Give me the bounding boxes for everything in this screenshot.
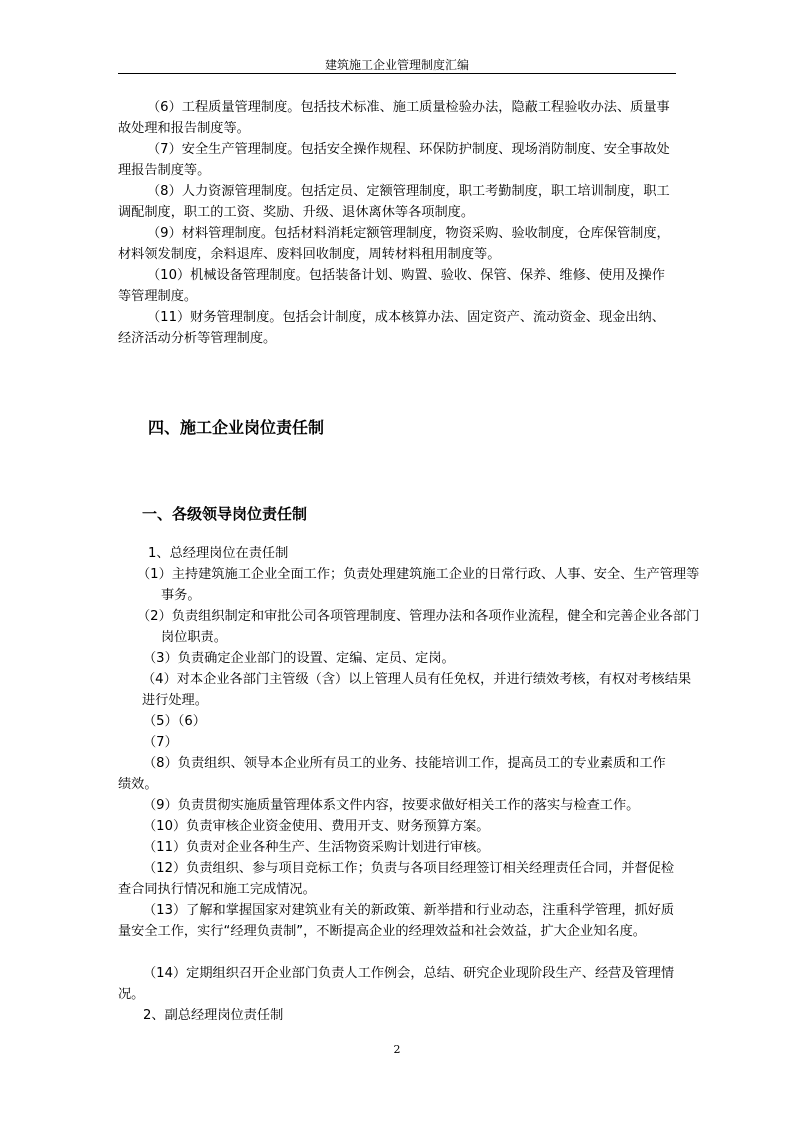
paragraph: （11）财务管理制度。包括会计制度，成本核算办法、固定资产、流动资金、现金出纳、经济活动分析等管理制度。 bbox=[118, 310, 665, 346]
duty-item: （3）负责确定企业部门的设置、定编、定员、定岗。 bbox=[143, 651, 455, 666]
duty-item: （7） bbox=[143, 735, 178, 750]
paragraph: （10）机械设备管理制度。包括装备计划、购置、验收、保管、保养、维修、使用及操作等管理制度。 bbox=[118, 268, 665, 304]
duty-item: （14）定期组织召开企业部门负责人工作例会，总结、研究企业现阶段生产、经营及管理情况。 bbox=[118, 966, 675, 1002]
header-divider bbox=[118, 73, 676, 74]
paragraph: （8）人力资源管理制度。包括定员、定额管理制度，职工考勤制度，职工培训制度，职工调配制度，职工的工资、奖励、升级、退休离休等各项制度。 bbox=[118, 184, 670, 220]
item-heading: 1、总经理岗位在责任制 bbox=[148, 546, 289, 561]
duty-item: （9）负责贯彻实施质量管理体系文件内容，按要求做好相关工作的落实与检查工作。 bbox=[143, 798, 640, 813]
section-heading: 四、施工企业岗位责任制 bbox=[148, 418, 325, 437]
duty-item: （4）对本企业各部门主管级（含）以上管理人员有任免权，并进行绩效考核，有权对考核结果进行处理。 bbox=[142, 672, 692, 708]
header-title: 建筑施工企业管理制度汇编 bbox=[324, 58, 469, 72]
duty-item: （5）（6） bbox=[143, 714, 206, 729]
duty-item: （13）了解和掌握国家对建筑业有关的新政策、新举措和行业动态，注重科学管理，抓好质量安全工作，实行“经理负责制”，不断提高企业的经理效益和社会效益，扩大企业知名度。 bbox=[118, 903, 675, 939]
duty-item: （10）负责审核企业资金使用、费用开支、财务预算方案。 bbox=[143, 819, 490, 834]
duty-item: （12）负责组织、参与项目竞标工作；负责与各项目经理签订相关经理责任合同，并督促检查合同执行情况和施工完成情况。 bbox=[118, 861, 675, 897]
duty-item: （2）负责组织制定和审批公司各项管理制度、管理办法和各项作业流程，健全和完善企业各部门岗位职责。 bbox=[137, 609, 700, 645]
paragraph: （9）材料管理制度。包括材料消耗定额管理制度，物资采购、验收制度，仓库保管制度，材料领发制度，余料退库、废料回收制度，周转材料租用制度等。 bbox=[118, 226, 670, 262]
subsection-heading: 一、各级领导岗位责任制 bbox=[142, 505, 308, 523]
item-heading: 2、副总经理岗位责任制 bbox=[143, 1008, 284, 1023]
duty-item: （8）负责组织、领导本企业所有员工的业务、技能培训工作，提高员工的专业素质和工作绩效。 bbox=[118, 756, 666, 792]
duty-item: （1）主持建筑施工企业全面工作；负责处理建筑施工企业的日常行政、人事、安全、生产管理等事务。 bbox=[137, 567, 700, 603]
paragraph: （6）工程质量管理制度。包括技术标准、施工质量检验办法，隐蔽工程验收办法、质量事故处理和报告制度等。 bbox=[118, 100, 670, 136]
duty-item: （11）负责对企业各种生产、生活物资采购计划进行审核。 bbox=[143, 840, 490, 855]
page-number: 2 bbox=[393, 1043, 401, 1056]
paragraph: （7）安全生产管理制度。包括安全操作规程、环保防护制度、现场消防制度、安全事故处理报告制度等。 bbox=[118, 142, 670, 178]
